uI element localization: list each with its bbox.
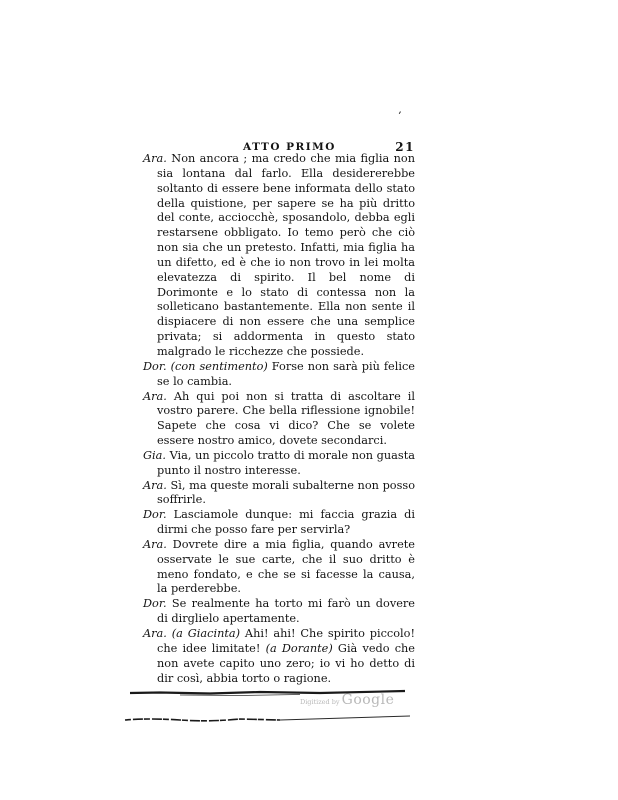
speaker-name: Gia. [143, 448, 166, 462]
speaker-name: Dor. [143, 508, 167, 522]
speaker-name: Ara. [143, 389, 167, 403]
line-text: Lasciamole dunque: mi faccia grazia di dirmi che posso fare per servirla? [157, 508, 415, 537]
watermark-prefix: Digitized by [300, 698, 340, 706]
google-logo-icon: Google [341, 692, 395, 708]
digitized-watermark [300, 692, 394, 710]
line-text: Ahi! ahi! Che spirito piccolo! che idee limitate! [157, 627, 415, 655]
speaker-name: Ara. [143, 537, 167, 551]
dialogue-line [143, 390, 415, 449]
line-text: Via, un piccolo tratto di morale non guasta punto il nostro interesse. [157, 448, 415, 477]
dialogue-line [143, 449, 415, 479]
dialogue-line [143, 508, 415, 538]
dialogue-line [143, 479, 415, 509]
dialogue-line [143, 538, 415, 597]
dialogue-line [143, 597, 415, 627]
line-text: Già vedo che non avete capito uno zero; io vi ho detto di dir così, abbia torto o ragione. [157, 641, 415, 685]
line-text: Dovrete dire a mia figlia, quando avrete osservate le sue carte, che il suo dritto è meno fondato, e che se si facesse la causa, la perderebbe. [157, 537, 415, 596]
line-text: Se realmente ha torto mi farò un dovere di dirglielo apertamente. [157, 597, 415, 626]
body-text [143, 152, 415, 686]
dialogue-line [143, 360, 415, 390]
stage-direction: (a Giacinta) [171, 627, 241, 640]
line-text: Ah qui poi non si tratta di ascoltare il vostro parere. Che bella riflessione ignobile! Sapete che cosa vi dico? Che se volete essere nostro amico, dovete secondarci. [157, 389, 415, 448]
dialogue-line [143, 152, 415, 360]
speaker-name: Ara. [143, 627, 167, 640]
dialogue-line [143, 627, 415, 686]
running-head: ATTO PRIMO [243, 141, 336, 153]
line-text: Non ancora ; ma credo che mia figlia non sia lontana dal farlo. Ella desidererebbe soltanto di essere bene informata dello stato della quistione, per sapere se ha più dritto del conte, acciocchè, sposandolo, debba egli restarsene obbligato. Io temo però che ciò non sia che un pretesto. Infatti, mia figlia ha un difetto, ed è che io non trovo in lei molta elevatezza di spirito. Il bel nome di Dorimonte e lo stato di contessa non la solleticano bastantemente. Ella non sente il dispiacere di non essere che una semplice privata; si addormenta in questo stato malgrado le ricchezze che possiede. [157, 152, 415, 358]
speaker-name: Dor. [143, 597, 167, 611]
stage-direction: (a Dorante) [265, 641, 333, 655]
page-number: 21 [395, 140, 415, 154]
line-text: Sì, ma queste morali subalterne non posso soffrirle. [157, 478, 415, 507]
pencil-mark: ʹ [394, 109, 403, 124]
speaker-name: Dor. [143, 359, 167, 373]
line-text: Forse non sarà più felice se lo cambia. [157, 359, 415, 388]
stage-direction: (con sentimento) [170, 359, 268, 373]
speaker-name: Ara. [143, 152, 167, 165]
speaker-name: Ara. [143, 478, 167, 492]
